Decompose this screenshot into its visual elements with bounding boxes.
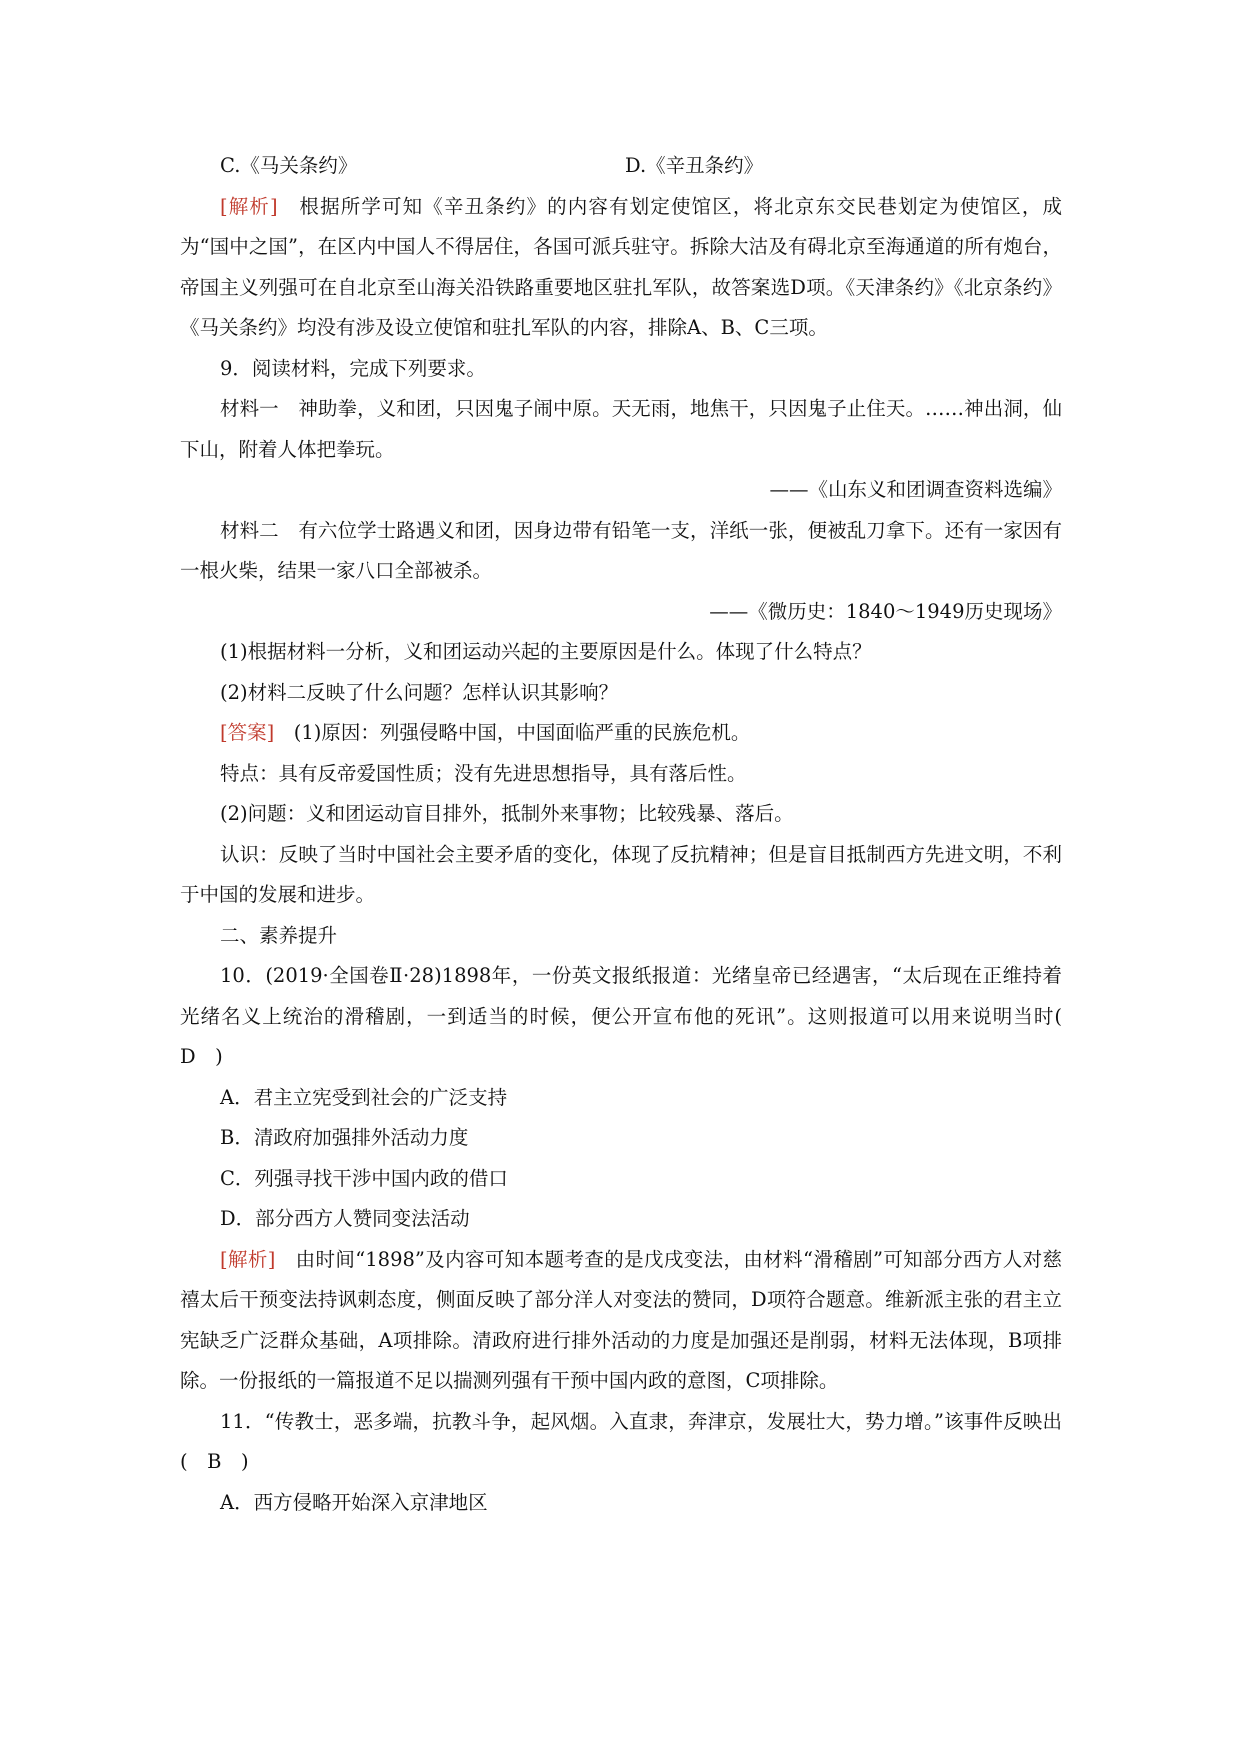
q9-answer-4: 认识：反映了当时中国社会主要矛盾的变化，体现了反抗精神；但是盲目抵制西方先进文明，不利于中国的发展和进步。 bbox=[180, 842, 1062, 906]
q9-answer-1-text: (1)原因：列强侵略中国，中国面临严重的民族危机。 bbox=[274, 721, 751, 744]
q10-option-a: A．君主立宪受到社会的广泛支持 bbox=[220, 1085, 508, 1109]
q9-material-2: 材料二 有六位学士路遇义和团，因身边带有铅笔一支，洋纸一张，便被乱刀拿下。还有一家因有一根火柴，结果一家八口全部被杀。 bbox=[180, 518, 1062, 582]
q9-answer-1 bbox=[180, 713, 1062, 754]
q8-options bbox=[180, 146, 1062, 187]
q9-answer-2: 特点：具有反帝爱国性质；没有先进思想指导，具有落后性。 bbox=[220, 761, 747, 785]
q8-option-d: D.《辛丑条约》 bbox=[625, 154, 764, 177]
q8-analysis-text: 根据所学可知《辛丑条约》的内容有划定使馆区，将北京东交民巷划定为使馆区，成为“国中之国”，在区内中国人不得居住，各国可派兵驻守。拆除大沽及有碍北京至海通道的所有炮台，帝国主义列强可在自北京至山海关沿铁路重要地区驻扎军队，故答案选D项。《天津条约》《北京条约》《马关条约》均没有涉及设立使馆和驻扎军队的内容，排除A、B、C三项。 bbox=[180, 194, 1062, 339]
q10-analysis bbox=[180, 1240, 1062, 1402]
answer-tag: [答案] bbox=[220, 721, 275, 744]
analysis-tag: [解析] bbox=[220, 1247, 276, 1271]
q9-source-1: ——《山东义和团调查资料选编》 bbox=[769, 478, 1062, 501]
q9-stem: 9．阅读材料，完成下列要求。 bbox=[220, 356, 486, 380]
q10-option-b: B．清政府加强排外活动力度 bbox=[220, 1126, 469, 1149]
q10-analysis-text: 由时间“1898”及内容可知本题考查的是戊戌变法，由材料“滑稽剧”可知部分西方人对慈禧太后干预变法持讽刺态度，侧面反映了部分洋人对变法的赞同，D项符合题意。维新派主张的君主立宪缺乏广泛群众基础，A项排除。清政府进行排外活动的力度是加强还是削弱，材料无法体现，B项排除。一份报纸的一篇报道不足以揣测列强有干预中国内政的意图，C项排除。 bbox=[180, 1247, 1062, 1392]
q10-option-c: C．列强寻找干涉中国内政的借口 bbox=[220, 1166, 508, 1190]
q9-source-2: ——《微历史：1840～1949历史现场》 bbox=[709, 599, 1062, 623]
analysis-tag: [解析] bbox=[220, 194, 278, 218]
q9-requirement-1: (1)根据材料一分析，义和团运动兴起的主要原因是什么。体现了什么特点？ bbox=[220, 640, 872, 663]
q8-analysis bbox=[180, 187, 1062, 349]
section-heading: 二、素养提升 bbox=[220, 923, 338, 947]
q9-material-1: 材料一 神助拳，义和团，只因鬼子闹中原。天无雨，地焦干，只因鬼子止住天。……神出洞，仙下山，附着人体把拳玩。 bbox=[180, 397, 1062, 461]
q9-answer-3: (2)问题：义和团运动盲目排外，抵制外来事物；比较残暴、落后。 bbox=[220, 802, 794, 825]
q8-option-c: C.《马关条约》 bbox=[220, 154, 358, 177]
q11-stem: 11．“传教士，恶多端，抗教斗争，起风烟。入直隶，奔津京，发展壮大，势力增。”该事件反映出( B ) bbox=[180, 1409, 1062, 1473]
q9-requirement-2: (2)材料二反映了什么问题？怎样认识其影响？ bbox=[220, 680, 619, 704]
q11-option-a: A．西方侵略开始深入京津地区 bbox=[220, 1490, 488, 1514]
q10-option-d: D．部分西方人赞同变法活动 bbox=[220, 1207, 470, 1230]
page-content bbox=[180, 146, 1082, 1523]
q10-stem: 10．(2019·全国卷Ⅱ·28)1898年，一份英文报纸报道：光绪皇帝已经遇害，“太后现在正维持着光绪名义上统治的滑稽剧，一到适当的时候，便公开宣布他的死讯”。这则报道可以用来说明当时( D ) bbox=[180, 964, 1082, 1068]
